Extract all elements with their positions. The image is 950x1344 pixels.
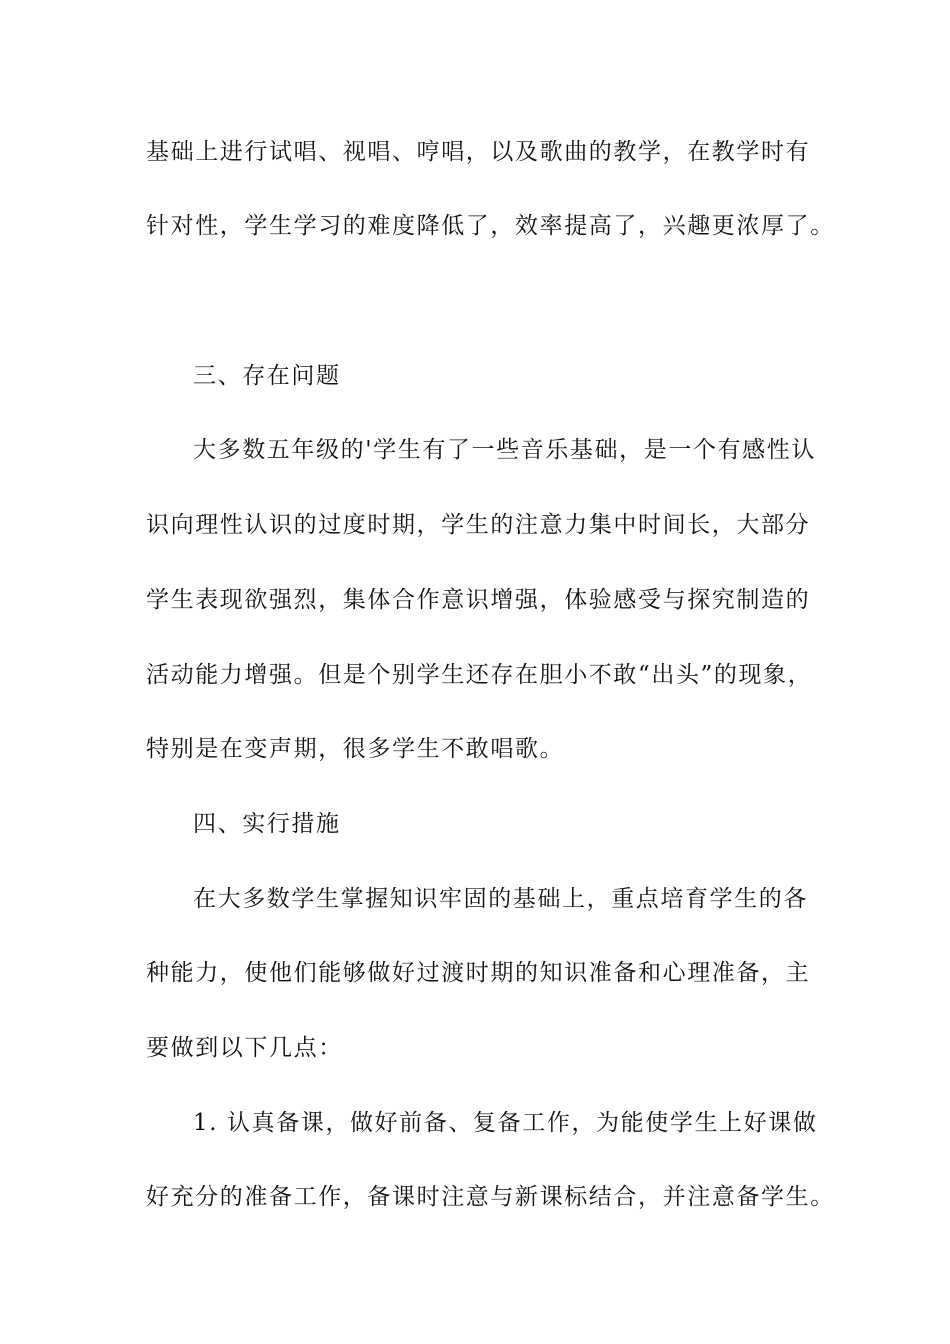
paragraph-line: 活动能力增强。但是个别学生还存在胆小不敢“出头”的现象， bbox=[146, 662, 813, 688]
paragraph-line: 大多数五年级的'学生有了一些音乐基础，是一个有感性认 bbox=[193, 437, 816, 463]
paragraph-line: 特别是在变声期，很多学生不敢唱歌。 bbox=[146, 736, 565, 762]
paragraph-line: 种能力，使他们能够做好过渡时期的知识准备和心理准备，主 bbox=[146, 960, 811, 986]
list-item-line: 1. 认真备课，做好前备、复备工作，为能使学生上好课做 bbox=[193, 1110, 818, 1136]
section-heading: 四、实行措施 bbox=[193, 811, 341, 837]
paragraph-line: 要做到以下几点： bbox=[146, 1035, 343, 1061]
paragraph-line: 识向理性认识的过度时期，学生的注意力集中时间长，大部分 bbox=[146, 512, 811, 538]
paragraph-line: 在大多数学生掌握知识牢固的基础上，重点培育学生的各 bbox=[193, 886, 808, 912]
list-item-line: 好充分的准备工作，备课时注意与新课标结合，并注意备学生。 bbox=[146, 1184, 835, 1210]
paragraph-line: 基础上进行试唱、视唱、哼唱，以及歌曲的教学，在教学时有 bbox=[146, 139, 811, 165]
section-heading: 三、存在问题 bbox=[193, 363, 341, 389]
paragraph-line: 针对性，学生学习的难度降低了，效率提高了，兴趣更浓厚了。 bbox=[146, 213, 835, 239]
paragraph-line: 学生表现欲强烈，集体合作意识增强，体验感受与探究制造的 bbox=[146, 587, 811, 613]
